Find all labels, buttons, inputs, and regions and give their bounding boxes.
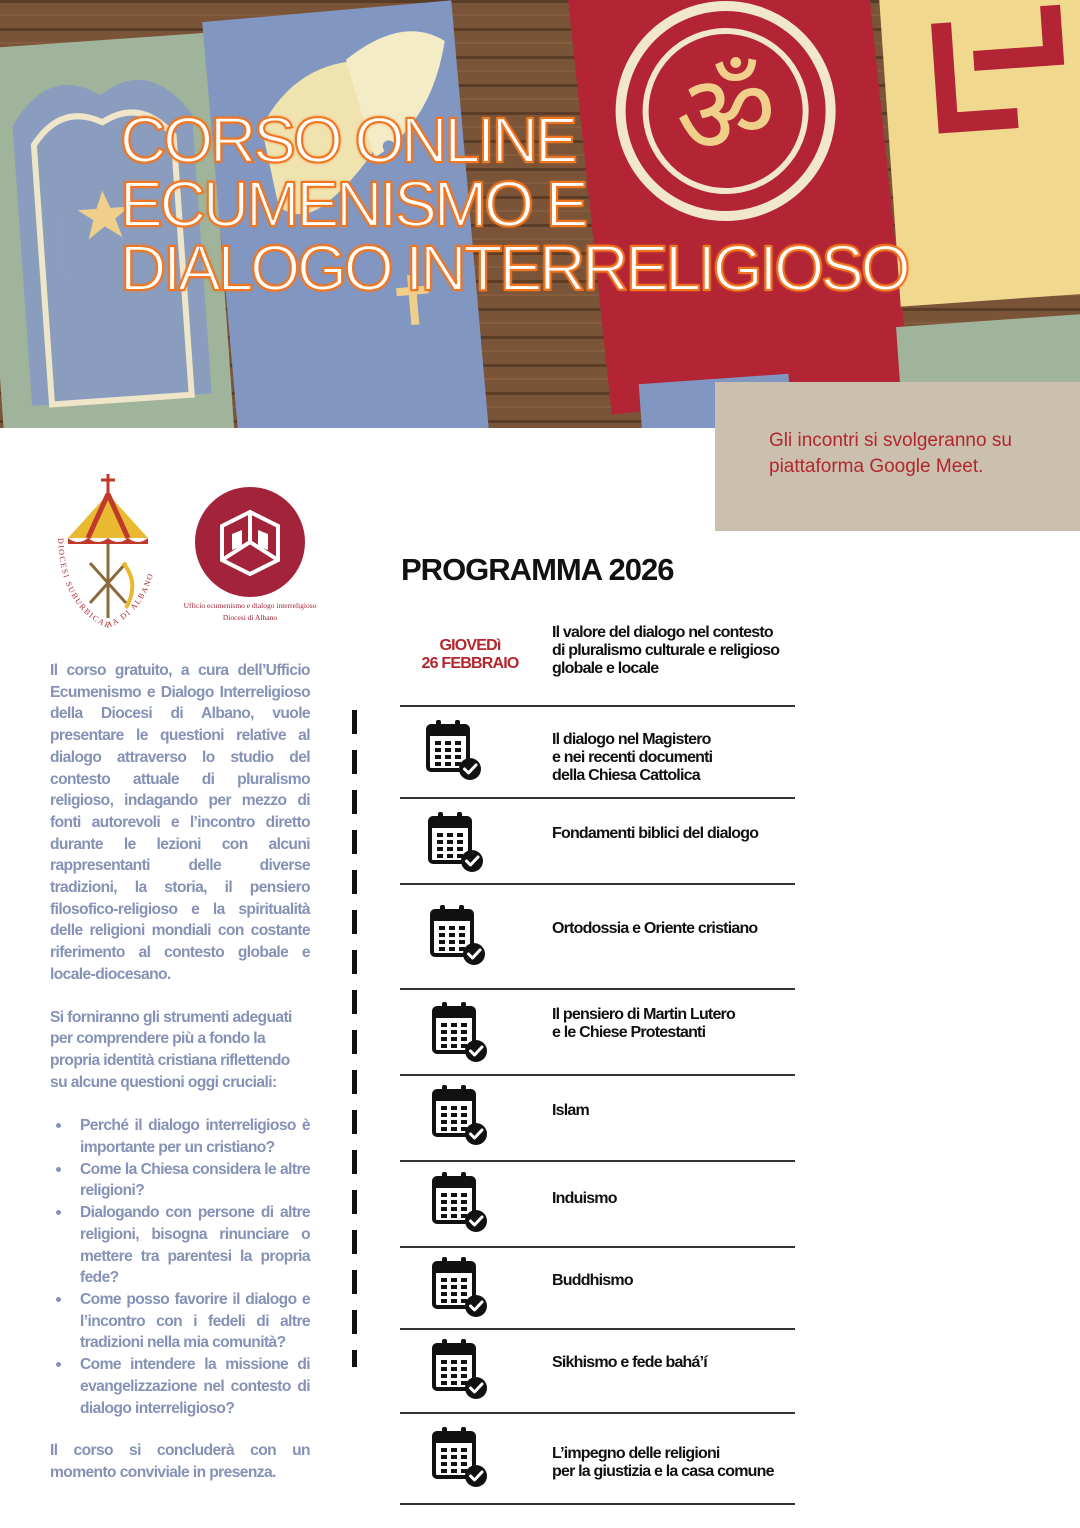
calendar-check-icon [431,1425,489,1489]
session-title [552,731,812,785]
session-divider [400,1074,795,1076]
session-title-line: della Chiesa Cattolica [552,767,700,784]
calendar-check-icon [431,1255,489,1319]
first-session-date [396,637,544,673]
session-title-line: e le Chiese Protestanti [552,1024,706,1041]
hero-banner [0,0,1080,428]
ufficio-emblem [170,486,330,598]
swastika-card [878,0,1080,307]
questions-list [50,1115,310,1419]
timeline-dashed-line [352,710,357,1367]
session-title [552,825,812,843]
session-divider [400,1246,795,1248]
date-day-month: 26 FEBBRAIO [421,655,519,672]
question-item: Come la Chiesa considera le altre religioni? [50,1159,310,1202]
session-title-line: Il dialogo nel Magistero [552,731,711,748]
calendar-check-icon [431,1170,489,1234]
session-title [552,624,812,678]
ufficio-caption [170,600,330,624]
session-title [552,1354,812,1372]
question-item: Dialogando con persone di altre religioni, bisogna rinunciare o mettere tra parentesi la propria fede? [50,1202,310,1289]
session-title [552,1190,812,1208]
session-title-line: globale e locale [552,660,659,677]
intro-paragraph-2: Si forniranno gli strumenti adeguati per comprendere più a fondo la propria identità cristiana riflettendo su alcune questioni oggi cruciali: [50,1008,292,1091]
session-title [552,1006,812,1042]
diocese-crest-logo [48,468,168,638]
programme-title: PROGRAMMA 2026 [401,552,674,587]
calendar-check-icon [431,1083,489,1147]
ufficio-caption-line-2: Diocesi di Albano [222,613,278,622]
calendar-check-icon [425,718,483,782]
meet-note: Gli incontri si svolgeranno su piattaforma Google Meet. [769,430,1012,477]
session-title-line: Buddhismo [552,1272,633,1289]
session-title-line: per la giustizia e la casa comune [552,1463,774,1480]
closing-paragraph: Il corso si concluderà con un momento conviviale in presenza. [50,1442,310,1481]
title-line-2: ECUMENISMO E [120,168,586,240]
session-title [552,1445,812,1481]
session-divider [400,797,795,799]
ufficio-logo [170,486,330,626]
session-title-line: Sikhismo e fede bahá’í [552,1354,707,1371]
session-title-line: Induismo [552,1190,617,1207]
session-title-line: di pluralismo culturale e religioso [552,642,780,659]
session-divider [400,883,795,885]
session-title-line: Islam [552,1102,589,1119]
session-divider [400,1503,795,1505]
session-divider [400,1328,795,1330]
session-divider [400,705,795,707]
crest-text: DIOCESI SUBURBICARIA DI ALBANO [55,537,156,631]
session-title-line: Il pensiero di Martin Lutero [552,1006,735,1023]
course-title [120,104,908,304]
question-item: Come intendere la missione di evangelizzazione nel contesto di dialogo interreligioso? [50,1354,310,1419]
title-line-1: CORSO ONLINE [120,104,575,176]
session-title-line: Fondamenti biblici del dialogo [552,825,759,842]
question-item: Come posso favorire il dialogo e l’incontro con i fedeli di altre tradizioni nella mia comunità? [50,1289,310,1354]
ufficio-caption-line-1: Ufficio ecumenismo e dialogo interreligioso [183,601,317,610]
meet-info-box [715,382,1080,531]
svg-text:ॐ: ॐ [669,44,783,182]
calendar-check-icon [429,903,487,967]
session-title-line: e nei recenti documenti [552,749,713,766]
session-divider [400,988,795,990]
session-title [552,1272,812,1290]
intro-paragraph-1: Il corso gratuito, a cura dell’Ufficio Ecumenismo e Dialogo Interreligioso della Diocesi di Albano, vuole presentare le questioni relative al dialogo attraverso lo studio del contesto attuale di pluralismo religioso, indagando per mezzo di fonti autorevoli e l’incontro diretto durante le lezioni con alcuni rappresentanti delle diverse tradizioni, la storia, il pensiero filosofico-religioso e la spiritualità delle religioni mondiali con costante riferimento al contesto globale e locale-diocesano. [50,662,310,983]
calendar-check-icon [427,810,485,874]
session-title [552,1102,812,1120]
session-divider [400,1412,795,1414]
title-line-3: DIALOGO INTERRELIGIOSO [120,232,908,304]
course-description [50,660,310,1484]
session-title-line: L’impegno delle religioni [552,1445,720,1462]
session-title [552,920,812,938]
question-item: Perché il dialogo interreligioso è importante per un cristiano? [50,1115,310,1158]
date-weekday: GIOVEDì [439,637,501,654]
session-title-line: Ortodossia e Oriente cristiano [552,920,758,937]
calendar-check-icon [431,1337,489,1401]
session-divider [400,1160,795,1162]
calendar-check-icon [431,1000,489,1064]
session-title-line: Il valore del dialogo nel contesto [552,624,773,641]
